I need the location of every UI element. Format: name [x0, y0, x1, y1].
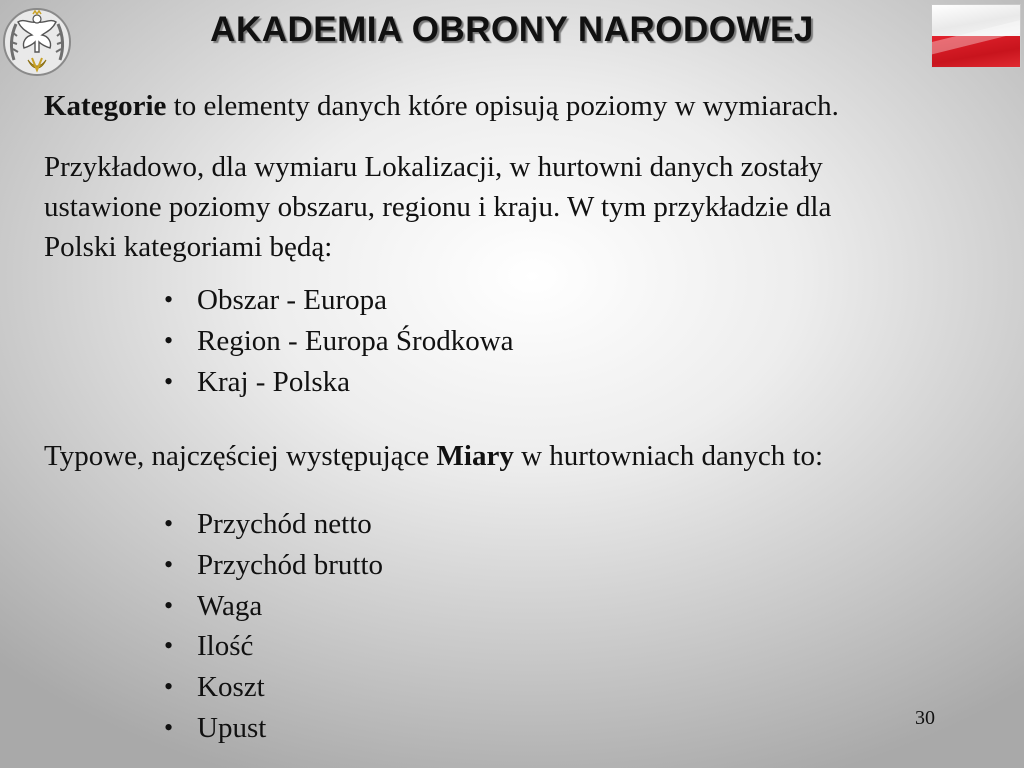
polish-flag-icon [931, 4, 1021, 68]
list-item [164, 362, 514, 403]
list-item-label: Region - Europa Środkowa [197, 324, 514, 357]
bullet-icon: • [164, 590, 174, 620]
measures-intro-before: Typowe, najczęściej występujące [44, 440, 437, 472]
categories-term: Kategorie [44, 90, 167, 122]
page-number: 30 [915, 707, 935, 729]
bullet-icon: • [164, 712, 174, 742]
measures-term: Miary [436, 440, 514, 472]
list-item [164, 280, 514, 321]
list-item [164, 586, 383, 627]
list-item [164, 545, 383, 586]
list-item [164, 626, 383, 667]
list-item [164, 667, 383, 708]
bullet-icon: • [164, 631, 174, 661]
bullet-icon: • [164, 366, 174, 396]
list-item-label: Waga [197, 589, 263, 622]
categories-list [164, 280, 514, 402]
example-line: ustawione poziomy obszaru, regionu i kraju. W tym przykładzie dla [44, 191, 832, 223]
measures-list [164, 504, 383, 749]
list-item [164, 321, 514, 362]
bullet-icon: • [164, 549, 174, 579]
bullet-icon: • [164, 509, 174, 538]
categories-definition [44, 86, 839, 126]
measures-intro-after: w hurtowniach danych to: [513, 440, 824, 472]
example-line: Polski kategoriami będą: [44, 231, 333, 263]
list-item-label: Przychód brutto [197, 548, 384, 581]
example-line: Przykładowo, dla wymiaru Lokalizacji, w hurtowni danych zostały [44, 151, 823, 183]
bullet-icon: • [164, 325, 174, 355]
list-item-label: Kraj - Polska [197, 365, 351, 398]
list-item-label: Przychód netto [197, 508, 372, 540]
list-item [164, 708, 383, 749]
bullet-icon: • [164, 285, 174, 314]
list-item-label: Ilość [197, 630, 254, 663]
categories-definition-text: to elementy danych które opisują poziomy w wymiarach. [166, 90, 839, 122]
location-example [44, 147, 831, 267]
list-item-label: Upust [197, 711, 267, 744]
list-item-label: Koszt [197, 671, 265, 704]
list-item [164, 504, 383, 545]
bullet-icon: • [164, 672, 174, 702]
list-item-label: Obszar - Europa [197, 284, 388, 316]
slide-title: AKADEMIA OBRONY NARODOWEJ [210, 10, 814, 49]
measures-intro [44, 436, 823, 476]
